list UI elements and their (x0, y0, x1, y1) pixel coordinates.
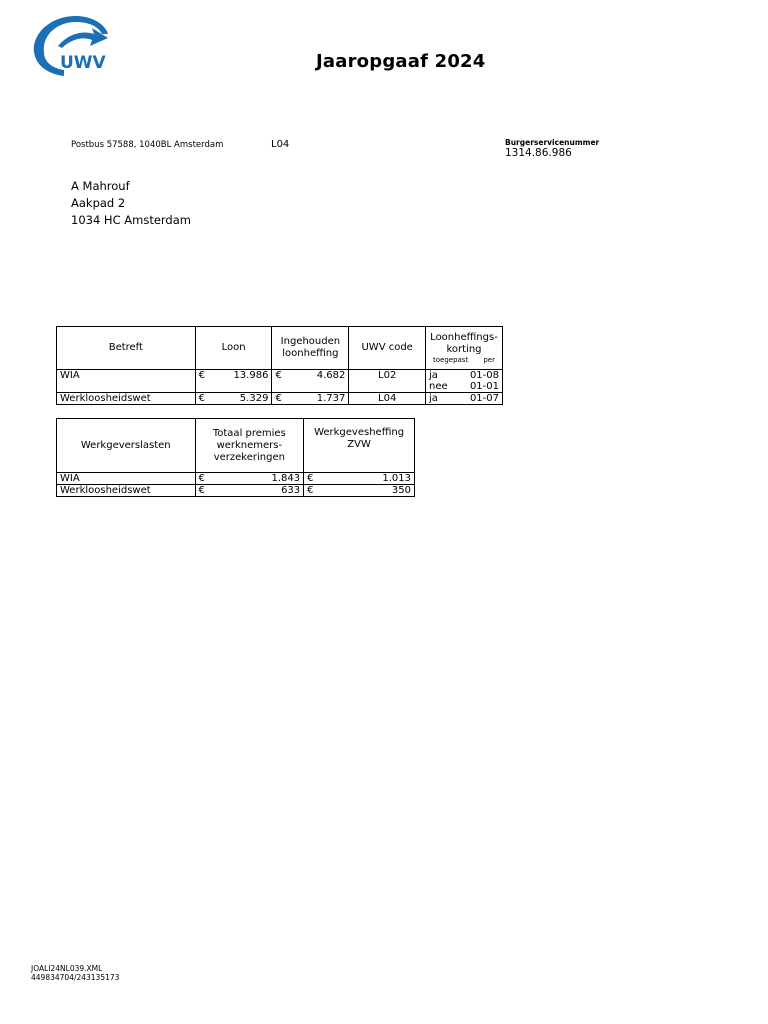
employer-costs-table (56, 418, 415, 497)
bsn-label: Burgerservicenummer (505, 138, 600, 147)
recipient-address (71, 178, 191, 229)
income-table-header (57, 327, 503, 370)
recipient-street: Aakpad 2 (71, 196, 126, 210)
row-label: WIA (57, 473, 196, 485)
row-uwv-code: L04 (349, 393, 426, 405)
row-ingehouden: € 1.737 (272, 393, 349, 405)
row-zvw: € 1.013 (304, 473, 415, 485)
footer-ref: 449834704/243135173 (31, 973, 120, 982)
income-table (56, 326, 503, 405)
row-ingehouden: € 4.682 (272, 370, 349, 393)
footer-reference (31, 964, 119, 982)
header-uwv-code: UWV code (349, 327, 426, 370)
row-korting: ja nee 01-08 01-01 (425, 370, 502, 393)
row-uwv-code: L02 (349, 370, 426, 393)
footer-file: JOALI24NL039.XML (31, 964, 103, 973)
header-ingehouden: Ingehouden loonheffing (272, 327, 349, 370)
header-korting (425, 327, 502, 370)
row-korting: ja 01-07 (425, 393, 502, 405)
page-title: Jaaropgaaf 2024 (316, 51, 486, 72)
header-per: per (483, 355, 495, 364)
row-betreft: WIA (57, 370, 196, 393)
table-row (57, 370, 503, 393)
header-zvw: Werkgevesheffing ZVW (304, 419, 415, 473)
row-label: Werkloosheidswet (57, 485, 196, 497)
row-loon: € 5.329 (195, 393, 272, 405)
row-betreft: Werkloosheidswet (57, 393, 196, 405)
employer-costs-header (57, 419, 415, 473)
row-zvw: € 350 (304, 485, 415, 497)
header-werkgeverslasten: Werkgeverslasten (57, 419, 196, 473)
header-betreft: Betreft (57, 327, 196, 370)
sender-address: Postbus 57588, 1040BL Amsterdam (71, 140, 224, 150)
row-premies: € 1.843 (195, 473, 304, 485)
table-row (57, 393, 503, 405)
header-premies: Totaal premies werknemers- verzekeringen (195, 419, 304, 473)
header-loon: Loon (195, 327, 272, 370)
row-premies: € 633 (195, 485, 304, 497)
svg-text:UWV: UWV (60, 53, 106, 73)
table-row (57, 473, 415, 485)
sender-code: L04 (271, 139, 290, 150)
recipient-city: 1034 HC Amsterdam (71, 213, 191, 227)
header-toegepast: toegepast (432, 355, 469, 364)
uwv-logo (28, 12, 112, 78)
header-korting-label: Loonheffings- korting (430, 331, 498, 355)
table-row (57, 485, 415, 497)
bsn-value: 1314.86.986 (505, 147, 572, 159)
row-loon: € 13.986 (195, 370, 272, 393)
recipient-name: A Mahrouf (71, 179, 130, 193)
